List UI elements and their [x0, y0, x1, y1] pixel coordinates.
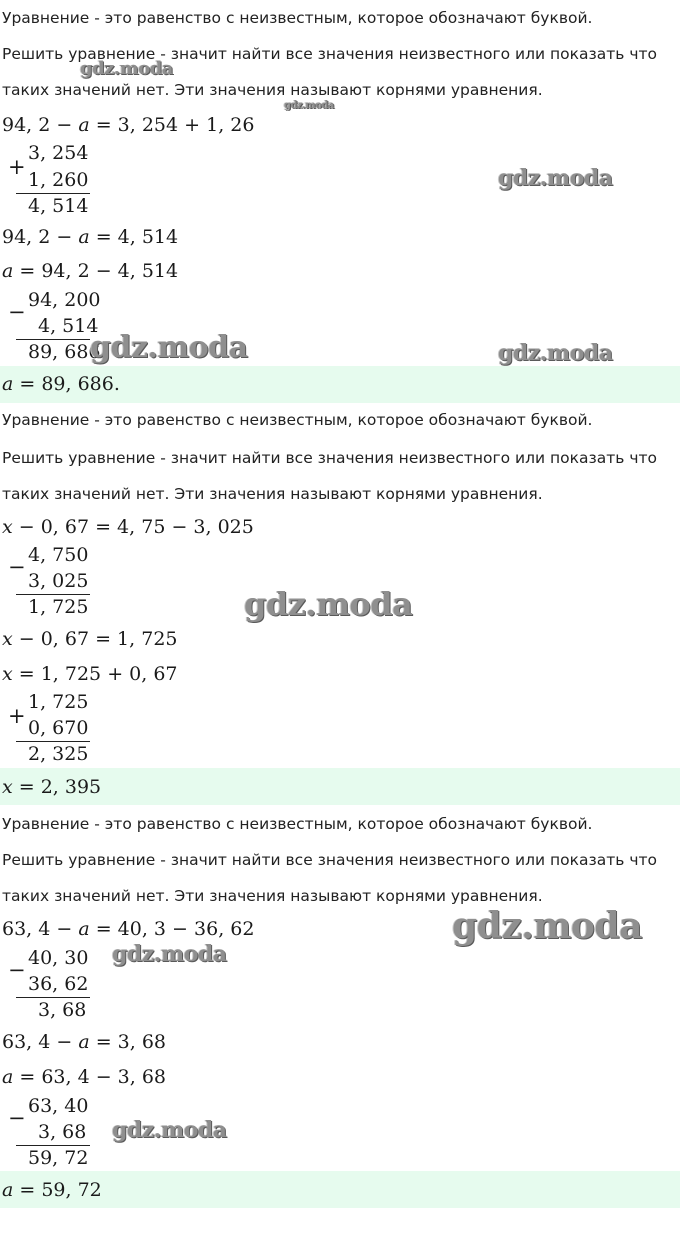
column-operand-top: 63, 40: [28, 1095, 89, 1117]
definition-text: Уравнение - это равенство с неизвестным, которое обозначают буквой.: [2, 411, 593, 429]
plus-sign: +: [8, 704, 26, 728]
column-operand-top: 1, 725: [28, 691, 89, 713]
minus-sign: −: [8, 555, 26, 579]
column-result: 1, 725: [28, 596, 89, 618]
watermark: gdz.moda: [112, 941, 227, 967]
column-operand-top: 94, 200: [28, 289, 101, 311]
column-operand-bottom: 3, 025: [28, 570, 89, 592]
plus-sign: +: [8, 155, 26, 179]
equation: 63, 4 − a = 40, 3 − 36, 62: [2, 918, 255, 940]
answer: a = 89, 686.: [2, 373, 120, 395]
equation: 94, 2 − a = 3, 254 + 1, 26: [2, 114, 255, 136]
column-operand-top: 3, 254: [28, 142, 89, 164]
equation: x − 0, 67 = 4, 75 − 3, 025: [2, 516, 254, 538]
answer-highlight-2: [0, 768, 680, 805]
column-subtraction: [0, 1094, 100, 1174]
watermark: gdz.moda: [112, 1117, 227, 1143]
column-result: 89, 686: [28, 341, 101, 363]
answer: a = 59, 72: [2, 1179, 102, 1201]
minus-sign: −: [8, 1106, 26, 1130]
watermark: gdz.moda: [498, 340, 613, 366]
column-operand-bottom: 1, 260: [28, 169, 89, 191]
watermark: gdz.moda: [80, 58, 173, 79]
answer-highlight-3: [0, 1171, 680, 1208]
definition-text: Решить уравнение - значит найти все значения неизвестного или показать что: [2, 45, 658, 63]
column-operand-bottom: 3, 68: [38, 1121, 87, 1143]
column-operand-bottom: 0, 670: [28, 717, 89, 739]
equation: 94, 2 − a = 4, 514: [2, 226, 179, 248]
definition-text: таких значений нет. Эти значения называют корнями уравнения.: [2, 887, 543, 905]
watermark: gdz.moda: [284, 100, 334, 111]
column-result: 4, 514: [28, 195, 89, 217]
definition-text: Уравнение - это равенство с неизвестным, которое обозначают буквой.: [2, 9, 593, 27]
column-subtraction: [0, 946, 100, 1026]
equation: 63, 4 − a = 3, 68: [2, 1031, 167, 1053]
column-result: 3, 68: [38, 999, 87, 1021]
column-operand-bottom: 4, 514: [38, 315, 99, 337]
definition-text: Решить уравнение - значит найти все значения неизвестного или показать что: [2, 851, 658, 869]
column-addition: [0, 690, 100, 770]
column-addition: [0, 141, 100, 221]
definition-text: Решить уравнение - значит найти все значения неизвестного или показать что: [2, 449, 658, 467]
minus-sign: −: [8, 300, 26, 324]
column-subtraction: [0, 288, 100, 368]
column-operand-bottom: 36, 62: [28, 973, 89, 995]
watermark: gdz.moda: [244, 585, 413, 623]
equation: a = 94, 2 − 4, 514: [2, 260, 179, 282]
equation: x = 1, 725 + 0, 67: [2, 663, 178, 685]
watermark: gdz.moda: [452, 905, 642, 947]
definition-text: Уравнение - это равенство с неизвестным, которое обозначают буквой.: [2, 815, 593, 833]
equation: a = 63, 4 − 3, 68: [2, 1066, 167, 1088]
definition-text: таких значений нет. Эти значения называют корнями уравнения.: [2, 81, 543, 99]
column-operand-top: 4, 750: [28, 544, 89, 566]
column-result: 59, 72: [28, 1147, 89, 1169]
minus-sign: −: [8, 958, 26, 982]
column-subtraction: [0, 543, 100, 623]
equation: x − 0, 67 = 1, 725: [2, 628, 178, 650]
column-operand-top: 40, 30: [28, 947, 89, 969]
column-result: 2, 325: [28, 743, 89, 765]
answer: x = 2, 395: [2, 776, 102, 798]
definition-text: таких значений нет. Эти значения называют корнями уравнения.: [2, 485, 543, 503]
watermark: gdz.moda: [90, 330, 248, 365]
watermark: gdz.moda: [498, 165, 613, 191]
